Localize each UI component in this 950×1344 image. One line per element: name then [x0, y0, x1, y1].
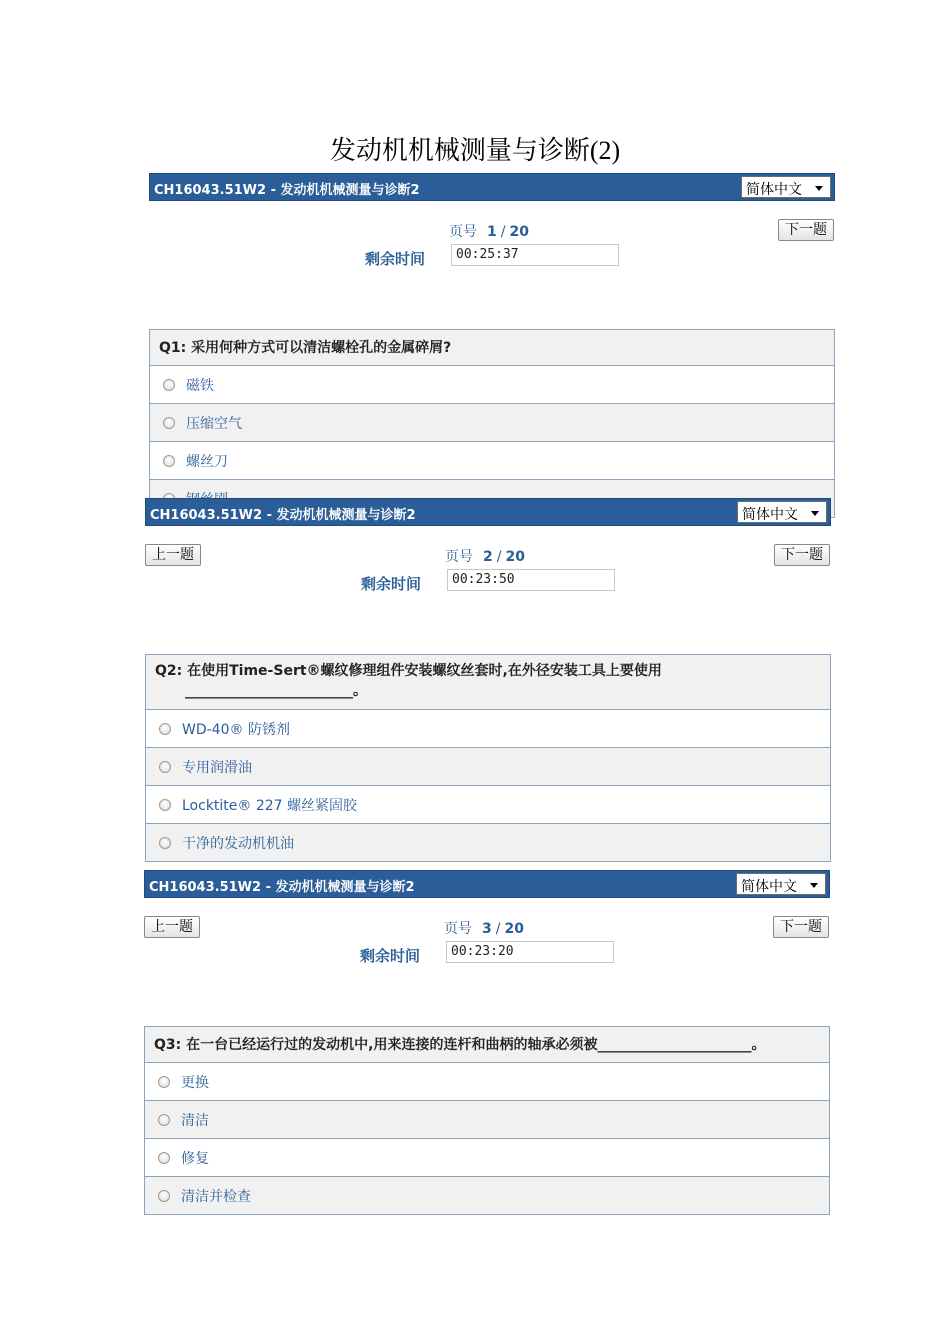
- chevron-down-icon: [810, 883, 818, 888]
- question-text: [146, 655, 830, 709]
- quiz-navigation: [144, 898, 830, 988]
- quiz-header: [145, 498, 831, 526]
- page-total: 20: [504, 921, 524, 937]
- page-label: 页号: [449, 224, 477, 240]
- course-title: CH16043.51W2 - 发动机机械测量与诊断2: [149, 880, 415, 895]
- language-select[interactable]: [736, 873, 826, 895]
- answer-option[interactable]: [150, 441, 834, 479]
- answer-label: Locktite® 227 螺丝紧固胶: [182, 798, 358, 814]
- answer-option[interactable]: [150, 403, 834, 441]
- answer-option[interactable]: [146, 785, 830, 823]
- question-box: [149, 329, 835, 518]
- language-selected: 简体中文: [741, 879, 797, 895]
- page-indicator: [445, 546, 525, 566]
- course-title: CH16043.51W2 - 发动机机械测量与诊断2: [154, 183, 420, 198]
- answer-label: 磁铁: [186, 378, 214, 394]
- language-selected: 简体中文: [742, 507, 798, 523]
- page-separator: /: [495, 921, 501, 937]
- page-label: 页号: [445, 549, 473, 565]
- answer-option[interactable]: [145, 1100, 829, 1138]
- chevron-down-icon: [815, 186, 823, 191]
- answer-option[interactable]: [146, 709, 830, 747]
- language-select[interactable]: [737, 501, 827, 523]
- next-question-button[interactable]: 下一题: [774, 544, 830, 566]
- time-remaining-value: 00:23:20: [446, 941, 614, 963]
- page-label: 页号: [444, 921, 472, 937]
- radio-button[interactable]: [159, 799, 171, 811]
- quiz-screen-1: [149, 173, 835, 518]
- question-prefix: Q3:: [154, 1037, 182, 1053]
- answer-option[interactable]: [146, 823, 830, 861]
- previous-question-button[interactable]: 上一题: [144, 916, 200, 938]
- answer-label: 修复: [181, 1151, 209, 1167]
- question-box: [145, 654, 831, 862]
- answer-label: 干净的发动机机油: [182, 836, 294, 852]
- quiz-header: [144, 870, 830, 898]
- radio-button[interactable]: [158, 1076, 170, 1088]
- question-body: 在一台已经运行过的发动机中,用来连接的连杆和曲柄的轴承必须被______________________。: [186, 1037, 766, 1053]
- question-box: [144, 1026, 830, 1215]
- time-remaining-label: 剩余时间: [361, 575, 422, 593]
- page-indicator: [449, 221, 529, 241]
- radio-button[interactable]: [158, 1114, 170, 1126]
- quiz-screen-3: [144, 870, 830, 1215]
- next-question-button[interactable]: 下一题: [778, 219, 834, 241]
- page-number: 1: [487, 224, 497, 240]
- answer-label: 螺丝刀: [186, 454, 228, 470]
- question-text: [150, 330, 834, 365]
- answer-option[interactable]: [145, 1138, 829, 1176]
- answer-option[interactable]: [150, 365, 834, 403]
- answer-option[interactable]: [146, 747, 830, 785]
- time-remaining-label: 剩余时间: [360, 947, 421, 965]
- answer-option[interactable]: [145, 1176, 829, 1214]
- radio-button[interactable]: [159, 723, 171, 735]
- language-selected: 简体中文: [746, 182, 802, 198]
- answer-label: 压缩空气: [186, 416, 242, 432]
- page-total: 20: [509, 224, 529, 240]
- quiz-navigation: [149, 201, 835, 291]
- answer-option[interactable]: [145, 1062, 829, 1100]
- radio-button[interactable]: [163, 455, 175, 467]
- radio-button[interactable]: [163, 379, 175, 391]
- question-blank: ________________________。: [185, 683, 367, 699]
- previous-question-button[interactable]: 上一题: [145, 544, 201, 566]
- radio-button[interactable]: [158, 1152, 170, 1164]
- time-remaining-value: 00:25:37: [451, 244, 619, 266]
- language-select[interactable]: [741, 176, 831, 198]
- page-separator: /: [500, 224, 506, 240]
- page-total: 20: [505, 549, 525, 565]
- radio-button[interactable]: [158, 1190, 170, 1202]
- radio-button[interactable]: [159, 761, 171, 773]
- next-question-button[interactable]: 下一题: [773, 916, 829, 938]
- radio-button[interactable]: [163, 417, 175, 429]
- answer-label: 清洁并检查: [181, 1189, 251, 1205]
- question-prefix: Q1:: [159, 340, 187, 356]
- question-text: [145, 1027, 829, 1062]
- answer-label: 清洁: [181, 1113, 209, 1129]
- radio-button[interactable]: [159, 837, 171, 849]
- time-remaining-label: 剩余时间: [365, 250, 426, 268]
- chevron-down-icon: [811, 511, 819, 516]
- answer-label: WD-40® 防锈剂: [182, 722, 290, 738]
- page-separator: /: [496, 549, 502, 565]
- answer-label: 专用润滑油: [182, 760, 252, 776]
- question-prefix: Q2:: [155, 663, 183, 679]
- page-indicator: [444, 918, 524, 938]
- course-title: CH16043.51W2 - 发动机机械测量与诊断2: [150, 508, 416, 523]
- page-number: 3: [482, 921, 492, 937]
- question-body: 在使用Time-Sert®螺纹修理组件安装螺纹丝套时,在外径安装工具上要使用: [187, 663, 662, 679]
- quiz-header: [149, 173, 835, 201]
- time-remaining-value: 00:23:50: [447, 569, 615, 591]
- question-body: 采用何种方式可以清洁螺栓孔的金属碎屑?: [191, 340, 452, 356]
- quiz-navigation: [145, 526, 831, 616]
- answer-label: 更换: [181, 1075, 209, 1091]
- document-title: 发动机机械测量与诊断(2): [329, 136, 621, 165]
- quiz-screen-2: [145, 498, 831, 862]
- page-number: 2: [483, 549, 493, 565]
